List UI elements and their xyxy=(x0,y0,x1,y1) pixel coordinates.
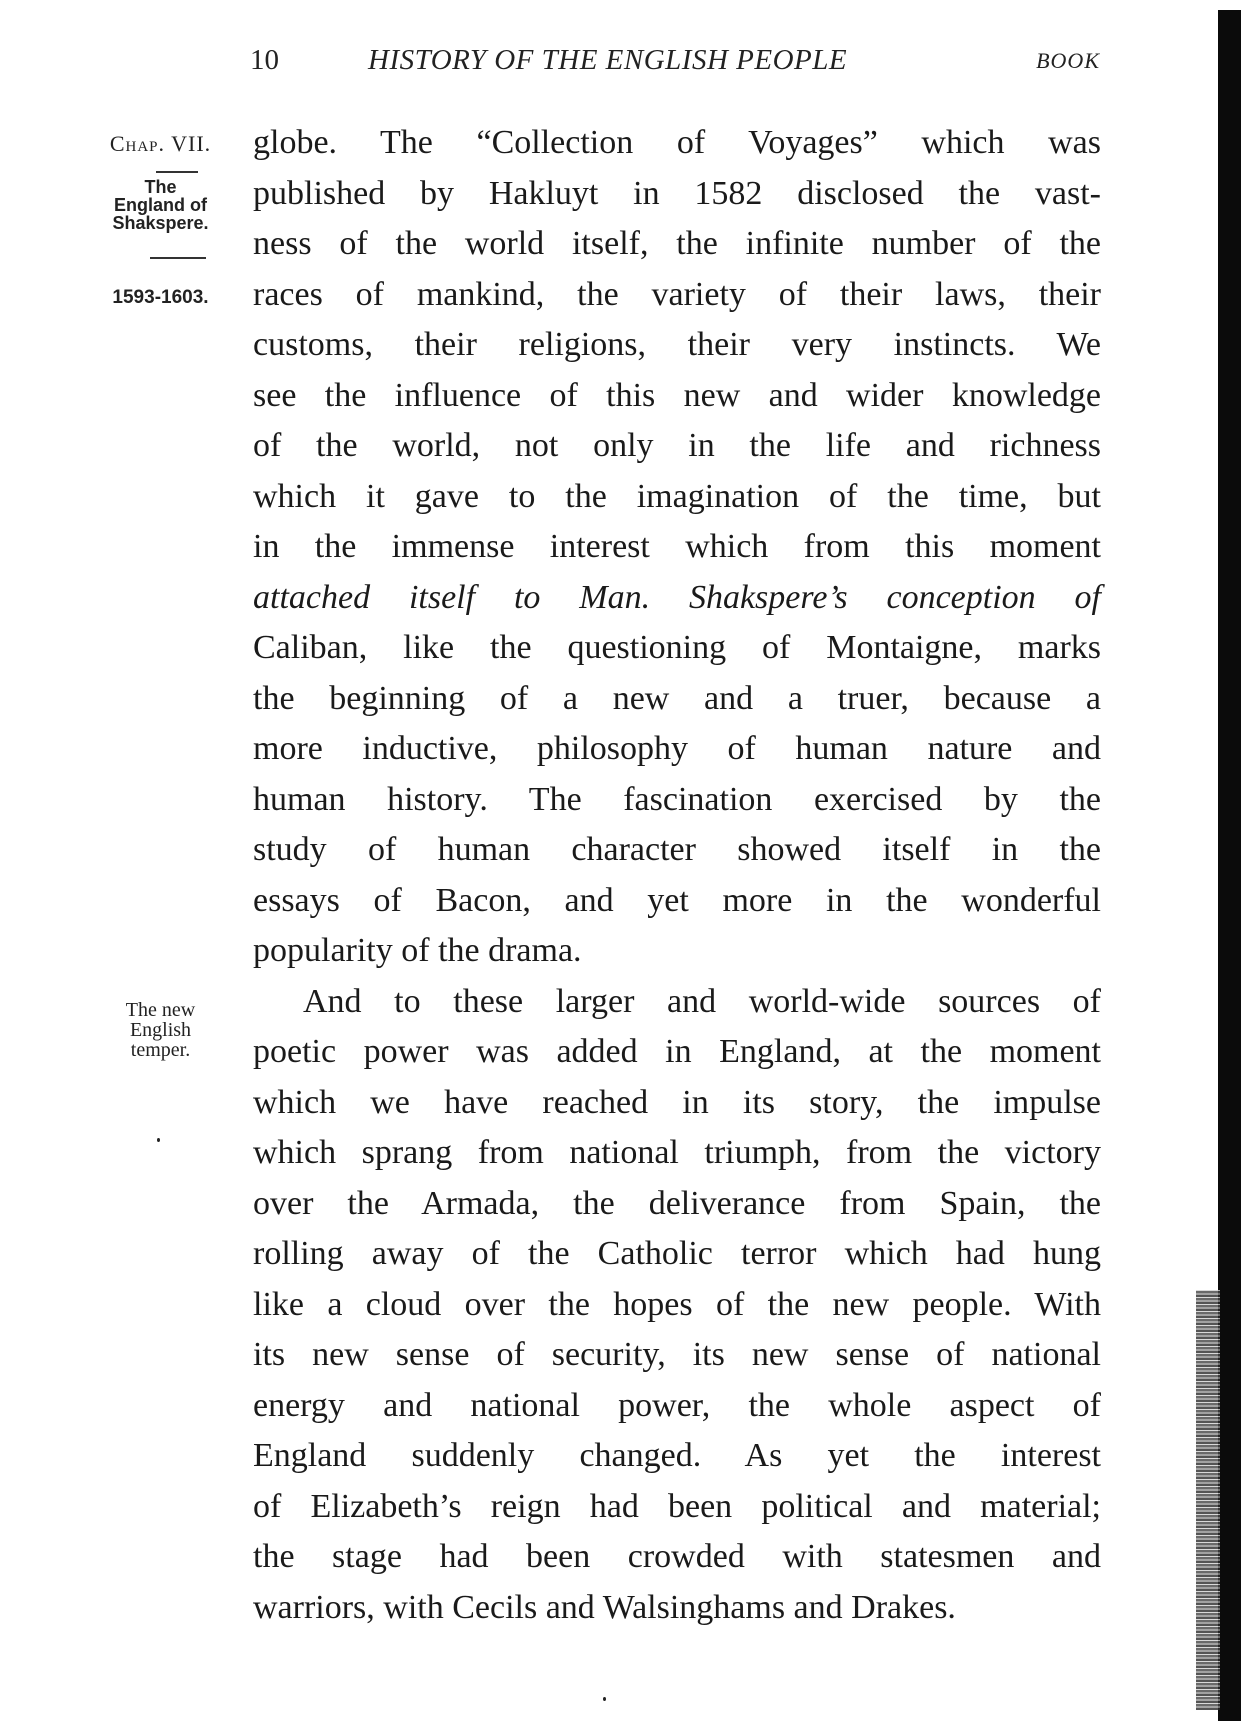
text-line: ness of the world itself, the infinite number of the xyxy=(253,225,1101,262)
text-line: rolling away of the Catholic terror which had hung xyxy=(253,1235,1101,1272)
text-line: England suddenly changed. As yet the interest xyxy=(253,1437,1101,1474)
text-line: popularity of the drama. xyxy=(253,932,582,969)
text-line: human history. The fascination exercised by the xyxy=(253,780,1101,818)
margin-note-line: temper. xyxy=(130,1039,191,1061)
margin-rule xyxy=(150,257,206,259)
margin-dates: 1593-1603. xyxy=(112,287,209,308)
margin-note-line: The new xyxy=(125,999,196,1021)
text-line: of Elizabeth’s reign had been political and material; xyxy=(253,1487,1101,1525)
text-line: of the world, not only in the life and richness xyxy=(253,427,1101,464)
margin-subject-line: Shakspere. xyxy=(112,213,209,233)
ink-speck xyxy=(603,1697,606,1701)
text-line: attached itself to Man. Shakspere’s conception of xyxy=(253,578,1101,616)
text-line: energy and national power, the whole aspect of xyxy=(253,1386,1101,1424)
text-line: the stage had been crowded with statesmen and xyxy=(253,1538,1101,1575)
body-text xyxy=(253,118,1101,1633)
text-line: which we have reached in its story, the impulse xyxy=(253,1083,1101,1121)
text-line: like a cloud over the hopes of the new people. With xyxy=(253,1285,1101,1323)
margin-rule xyxy=(156,171,198,173)
text-line: which it gave to the imagination of the time, but xyxy=(253,477,1101,515)
scan-edge-shadow xyxy=(1218,10,1241,1721)
margin-chapter: Chap. VII. xyxy=(109,131,212,156)
running-title: HISTORY OF THE ENGLISH PEOPLE xyxy=(368,44,848,76)
scan-edge-noise xyxy=(1196,1290,1220,1710)
text-line: poetic power was added in England, at the moment xyxy=(253,1033,1101,1070)
margin-subject-line: England of xyxy=(114,195,207,215)
text-line: published by Hakluyt in 1582 disclosed the vast- xyxy=(253,174,1101,212)
text-line: see the influence of this new and wider knowledge xyxy=(253,376,1101,414)
text-line: races of mankind, the variety of their laws, their xyxy=(253,275,1101,313)
margin-note-line: English xyxy=(129,1019,192,1041)
text-line: over the Armada, the deliverance from Spain, the xyxy=(253,1184,1101,1222)
margin-section-note xyxy=(88,1000,233,1060)
text-line: And to these larger and world-wide sources of xyxy=(303,982,1101,1020)
margin-subject-line: The xyxy=(144,177,177,197)
text-line: which sprang from national triumph, from the victory xyxy=(253,1134,1101,1171)
text-line: essays of Bacon, and yet more in the wonderful xyxy=(253,881,1101,919)
text-line: more inductive, philosophy of human nature and xyxy=(253,730,1101,767)
page-number: 10 xyxy=(250,44,279,76)
text-line: Caliban, like the questioning of Montaigne, marks xyxy=(253,629,1101,666)
running-header xyxy=(250,44,1100,84)
text-line: globe. The “Collection of Voyages” which was xyxy=(253,124,1101,161)
text-line: the beginning of a new and a truer, because a xyxy=(253,679,1101,717)
text-line: study of human character showed itself in the xyxy=(253,831,1101,868)
text-line: in the immense interest which from this moment xyxy=(253,528,1101,565)
text-line: its new sense of security, its new sense of national xyxy=(253,1336,1101,1373)
ink-speck xyxy=(157,1138,160,1142)
margin-subject xyxy=(88,178,233,232)
text-line: warriors, with Cecils and Walsinghams and Drakes. xyxy=(253,1588,956,1626)
text-line: customs, their religions, their very instincts. We xyxy=(253,326,1101,363)
book-label: BOOK xyxy=(1036,48,1100,73)
